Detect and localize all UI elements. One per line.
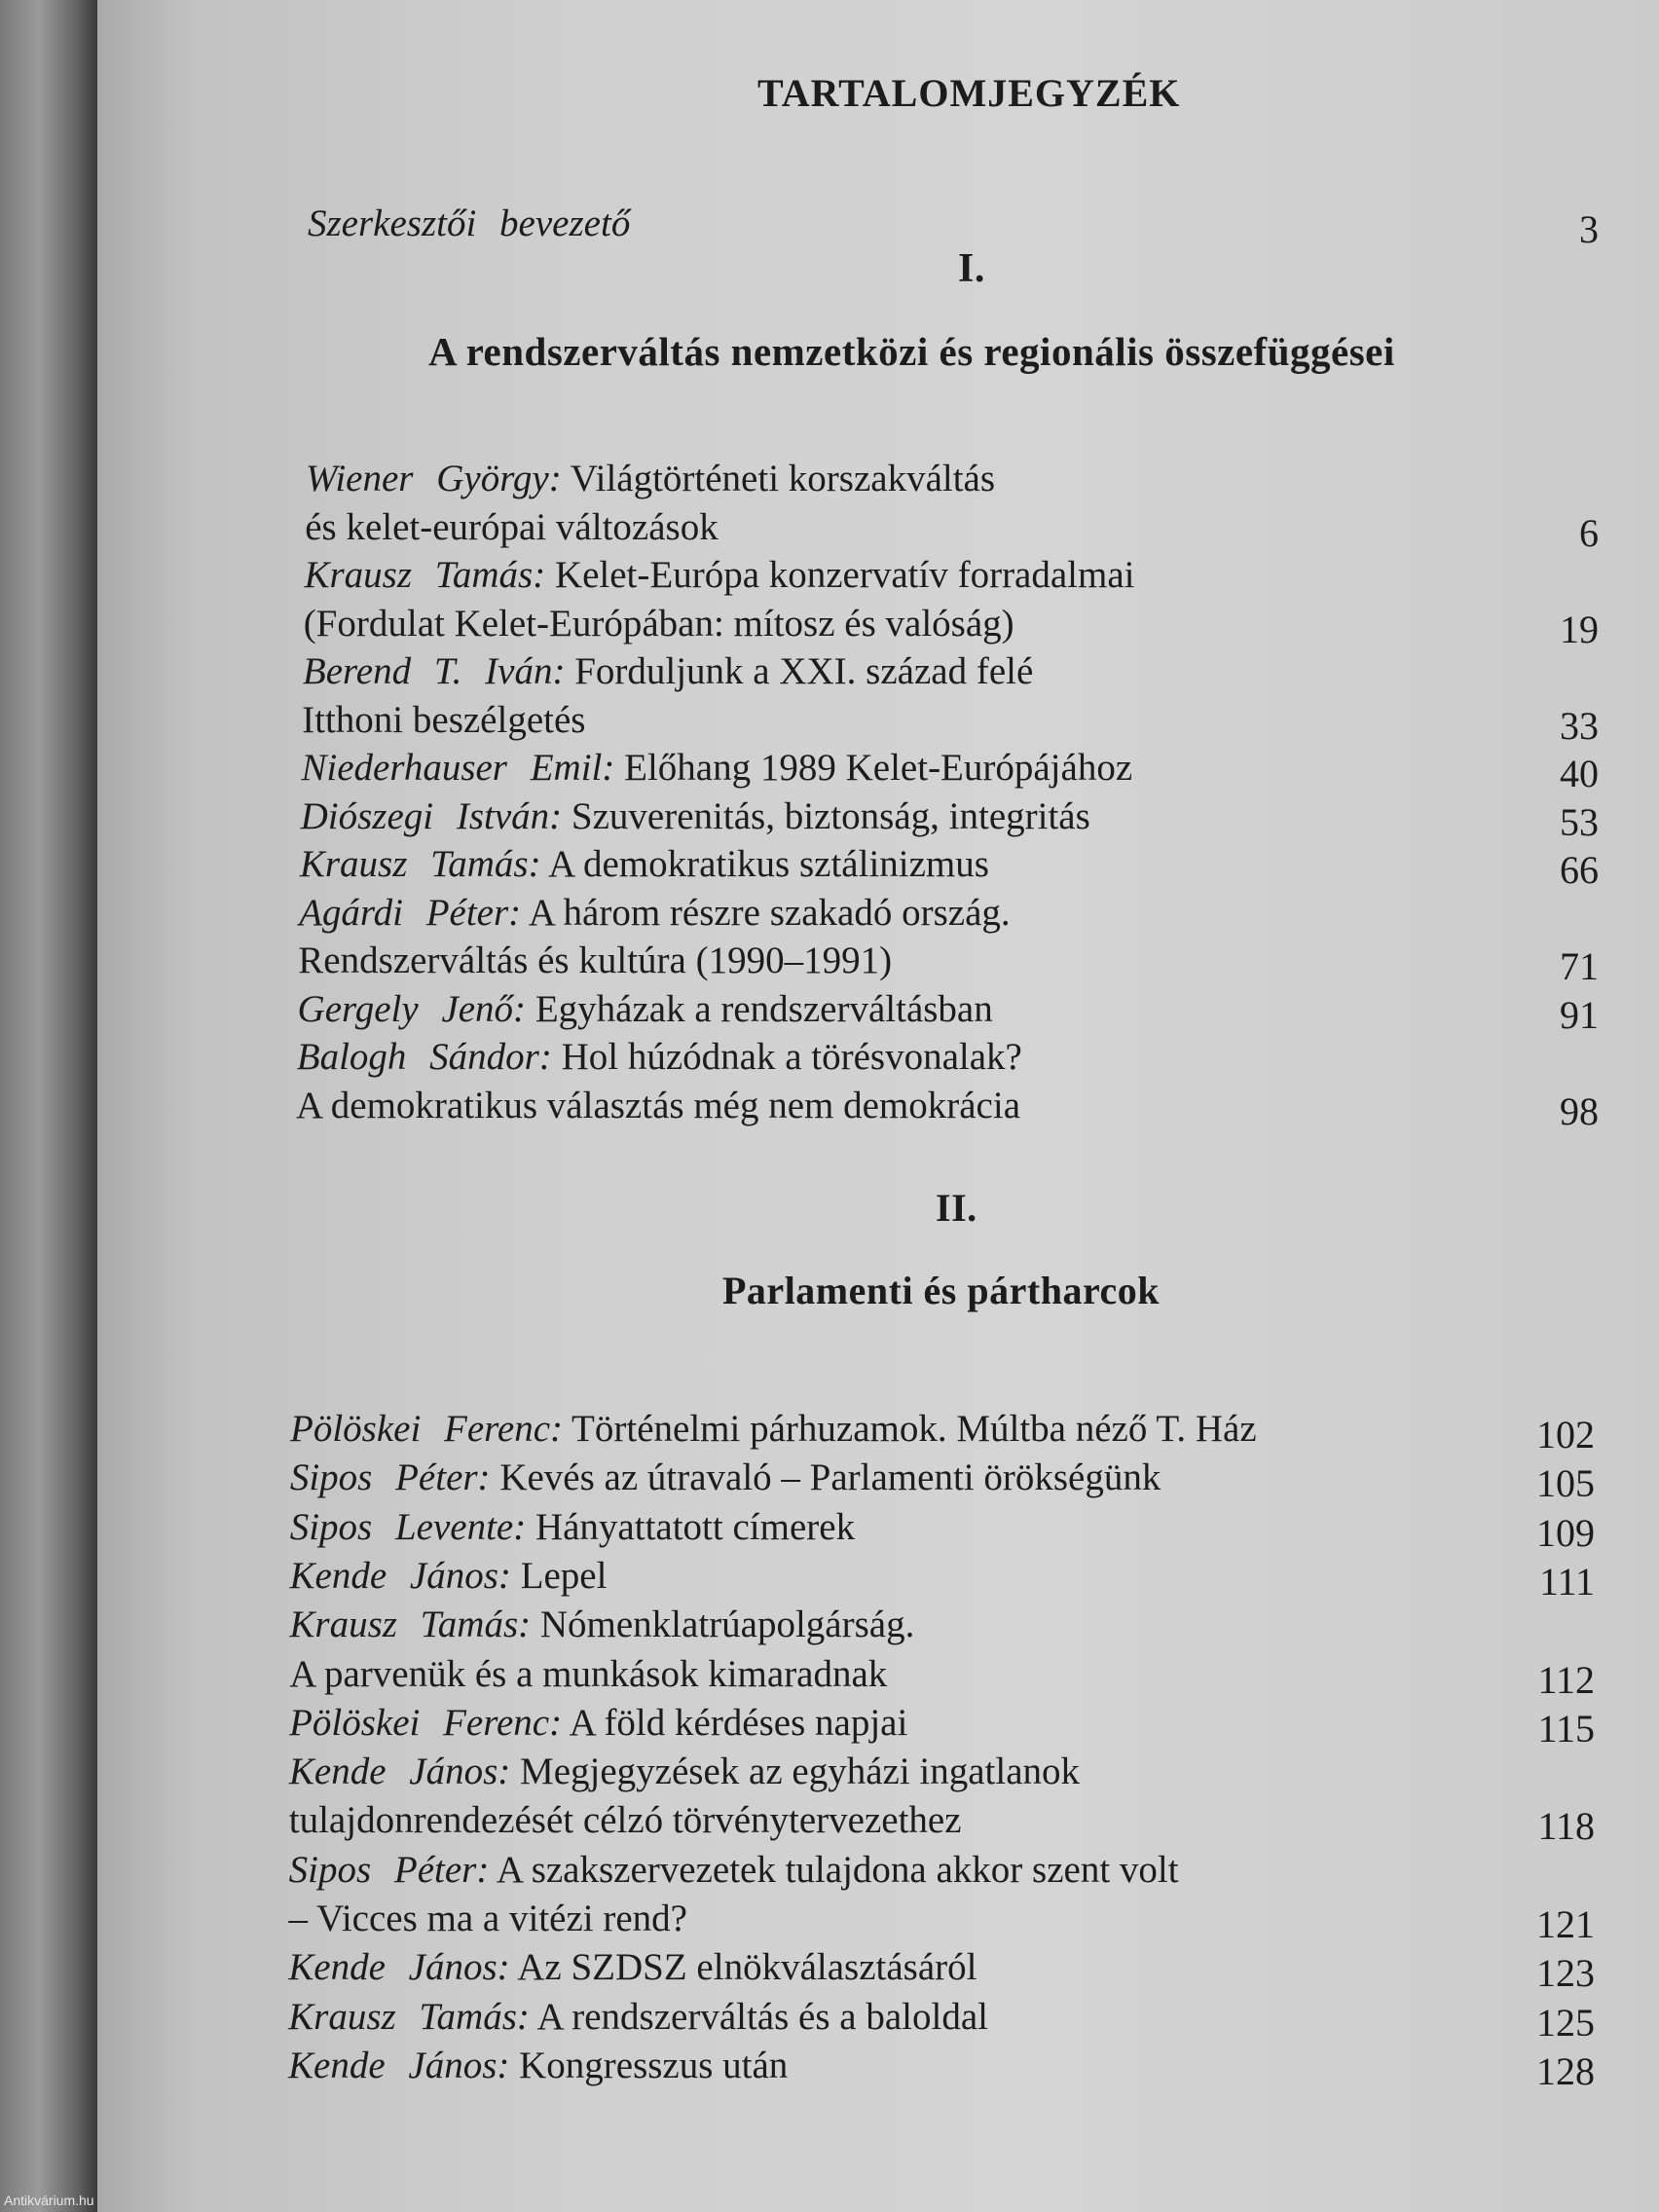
toc-entry-subtitle: Itthoni beszélgetés <box>302 698 586 741</box>
toc-entry-title: Előhang 1989 Kelet-Európájához <box>614 747 1133 789</box>
toc-entry-line <box>300 845 989 884</box>
toc-entry-author: Kende János: <box>289 1554 511 1597</box>
toc-entry-subtitle: Rendszerváltás és kultúra (1990–1991) <box>298 940 893 981</box>
toc-entry-author: Sipos Péter: <box>288 1848 490 1891</box>
toc-entry-author: Berend T. Iván: <box>302 650 566 692</box>
toc-entry-title: Hányattatott címerek <box>526 1505 856 1548</box>
toc-entry-author: Sipos Péter: <box>289 1456 491 1499</box>
toc-entry-subtitle: A demokratikus választás még nem demokrácia <box>296 1084 1021 1126</box>
toc-entry-title: Nómenklatrúapolgárság. <box>531 1604 915 1646</box>
toc-entry-title: Kevés az útravaló – Parlamenti örökségünk <box>490 1456 1161 1499</box>
toc-entry-author: Sipos Levente: <box>289 1505 527 1548</box>
toc-entry-line <box>288 1848 1179 1891</box>
toc-entry-author: Wiener György: <box>306 458 562 499</box>
toc-entry-author: Diószegi István: <box>300 794 563 837</box>
toc-entry-page-number: 123 <box>1536 1951 1595 1996</box>
toc-entry-page-number: 112 <box>1537 1657 1595 1702</box>
toc-entry-line <box>300 794 1090 837</box>
toc-entry-title: Hol húzódnak a törésvonalak? <box>551 1036 1022 1078</box>
intro-entry: Szerkesztői bevezető <box>308 203 631 244</box>
toc-entry-author: Krausz Tamás: <box>288 1995 530 2038</box>
toc-entry-subtitle: – Vicces ma a vitézi rend? <box>288 1898 687 1939</box>
toc-entry-title: A rendszerváltás és a baloldal <box>529 1995 988 2038</box>
toc-entry-author: Pölöskei Ferenc: <box>289 1701 563 1744</box>
toc-entry-author: Kende János: <box>288 1946 510 1989</box>
toc-entry-page-number: 19 <box>1560 607 1599 651</box>
toc-entry-author: Gergely Jenő: <box>297 987 527 1030</box>
toc-entry-title: Kelet-Európa konzervatív forradalmai <box>545 554 1135 596</box>
toc-entry-subtitle: tulajdonrendezését célzó törvénytervezethez <box>288 1799 962 1842</box>
toc-entry-line <box>289 1701 908 1744</box>
toc-title: TARTALOMJEGYZÉK <box>757 71 1181 115</box>
toc-entry-subtitle: (Fordulat Kelet-Európában: mítosz és valóság) <box>303 602 1014 645</box>
toc-entry-line <box>299 891 1011 934</box>
toc-entry-subtitle: és kelet-európai változások <box>305 505 719 548</box>
toc-entry-title: A demokratikus sztálinizmus <box>540 843 989 885</box>
toc-entry-line <box>289 1605 914 1644</box>
toc-entry-page-number: 66 <box>1560 848 1599 892</box>
toc-entry-author: Balogh Sándor: <box>296 1036 552 1078</box>
toc-entry-page-number: 105 <box>1536 1461 1595 1506</box>
toc-entry-title: Világtörténeti korszakváltás <box>561 458 996 499</box>
toc-entry-page-number: 6 <box>1579 510 1599 555</box>
toc-entry-author: Krausz Tamás: <box>304 554 546 596</box>
toc-entry-page-number: 118 <box>1537 1804 1595 1849</box>
toc-entry-title: Történelmi párhuzamok. Múltba néző T. Ház <box>563 1408 1257 1450</box>
toc-entry-author: Niederhauser Emil: <box>301 747 615 789</box>
toc-entry-page-number: 98 <box>1560 1088 1599 1133</box>
toc-entry-page-number: 102 <box>1536 1413 1595 1456</box>
toc-entry-title: Szuverenitás, biztonság, integritás <box>562 794 1090 837</box>
toc-entry-page-number: 40 <box>1560 752 1599 795</box>
toc-entry-line <box>297 1038 1022 1077</box>
toc-entry-page-number: 121 <box>1536 1902 1595 1946</box>
section-1-number: I. <box>958 246 985 291</box>
toc-entry-title: Egyházak a rendszerváltásban <box>526 987 993 1030</box>
toc-entry-page-number: 128 <box>1536 2048 1595 2093</box>
toc-entry-line <box>303 652 1033 691</box>
toc-entry-author: Kende János: <box>288 2044 510 2086</box>
section-1-title: A rendszerváltás nemzetközi és regionális összefüggései <box>428 329 1395 374</box>
toc-entry-line <box>290 1458 1161 1497</box>
toc-entry-title: A föld kérdéses napjai <box>562 1701 908 1744</box>
toc-entry-author: Krausz Tamás: <box>299 843 541 885</box>
toc-entry-page-number: 71 <box>1560 944 1599 988</box>
intro-page-number: 3 <box>1579 207 1599 251</box>
toc-entry-page-number: 111 <box>1538 1559 1595 1604</box>
toc-entry-title: A szakszervezetek tulajdona akkor szent volt <box>489 1848 1179 1891</box>
toc-entry-title: Megjegyzések az egyházi ingatlanok <box>510 1751 1081 1793</box>
toc-entry-title: A három részre szakadó ország. <box>521 891 1011 934</box>
toc-entry-author: Pölöskei Ferenc: <box>290 1408 564 1450</box>
watermark: Antikvárium.hu <box>4 2193 94 2208</box>
toc-entry-title: Az SZDSZ elnökválasztásáról <box>509 1946 977 1989</box>
toc-entry-title: Kongresszus után <box>509 2044 789 2086</box>
toc-entry-author: Krausz Tamás: <box>289 1604 532 1646</box>
toc-entry-page-number: 91 <box>1560 992 1599 1037</box>
section-2-number: II. <box>936 1186 977 1230</box>
book-spine-shadow <box>0 0 97 2212</box>
toc-entry-line <box>288 1948 977 1987</box>
toc-entry-line <box>290 1410 1257 1449</box>
toc-entry-line <box>289 1554 608 1597</box>
toc-entry-title: Lepel <box>510 1554 608 1597</box>
toc-entry-line <box>306 460 995 498</box>
toc-entry-page-number: 125 <box>1536 2000 1595 2045</box>
toc-entry-author: Kende János: <box>288 1751 511 1793</box>
toc-entry-line <box>297 987 993 1030</box>
toc-entry-page-number: 115 <box>1537 1706 1595 1751</box>
toc-entry-author: Agárdi Péter: <box>299 891 522 934</box>
toc-entry-line <box>289 1505 856 1548</box>
toc-entry-line <box>289 1752 1080 1791</box>
toc-entry-line <box>288 2046 788 2085</box>
toc-entry-line <box>304 556 1134 595</box>
toc-entry-page-number: 33 <box>1560 703 1599 748</box>
toc-entry-line <box>288 1995 988 2038</box>
toc-entry-subtitle: A parvenük és a munkások kimaradnak <box>289 1652 888 1695</box>
toc-entry-title: Forduljunk a XXI. század felé <box>565 650 1034 692</box>
section-2-title: Parlamenti és pártharcok <box>722 1269 1160 1312</box>
toc-entry-page-number: 109 <box>1536 1510 1595 1555</box>
toc-entry-line <box>301 749 1132 788</box>
toc-entry-page-number: 53 <box>1560 799 1599 844</box>
